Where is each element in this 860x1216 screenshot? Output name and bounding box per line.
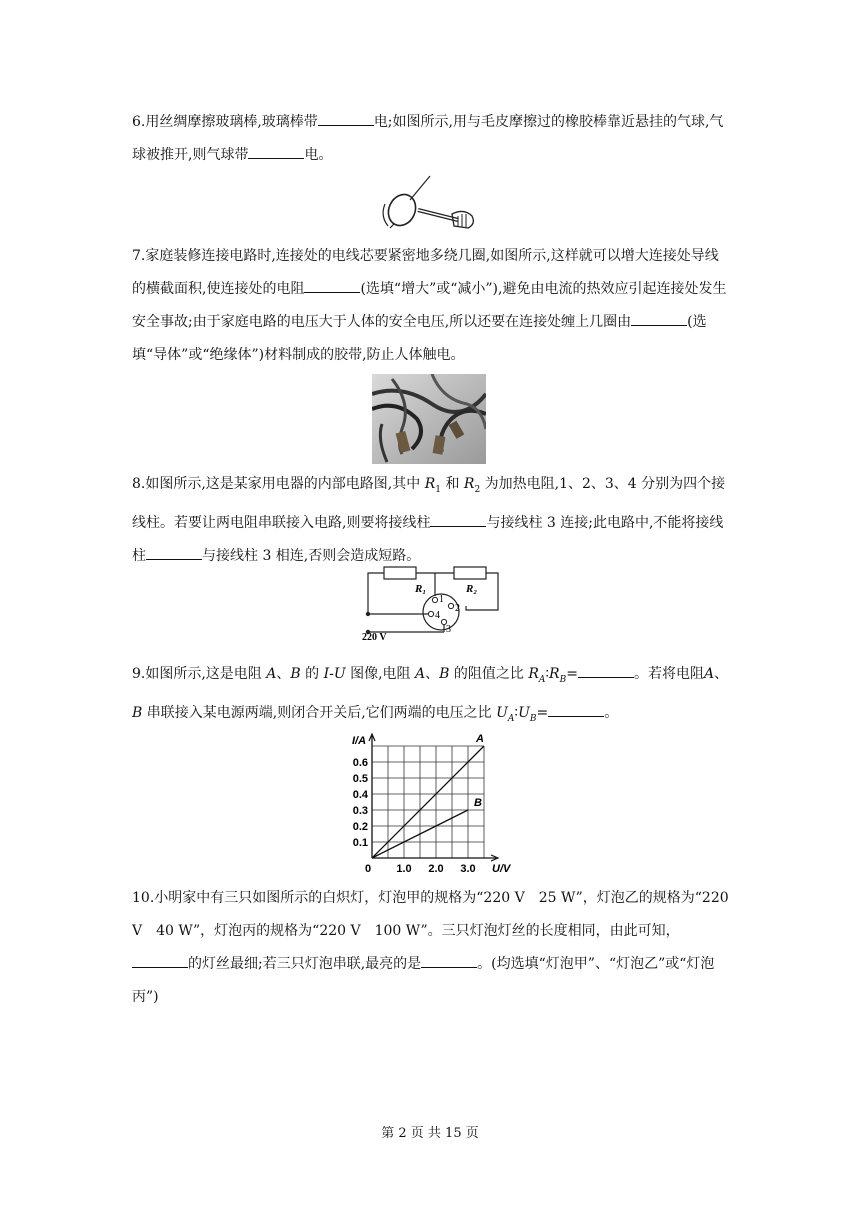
q8-blank-2[interactable] — [146, 545, 202, 560]
x-tick-label: 0 — [364, 863, 372, 872]
question-9 — [132, 658, 732, 736]
q9-b-1: B — [290, 666, 301, 682]
q9-text-g: 串联接入某电源两端,则闭合开关后,它们两端的电压之比 — [146, 704, 492, 721]
balloon-rod-figure — [378, 174, 482, 232]
x-axis-label: U/V — [492, 863, 511, 872]
q9-sep-3: 、 — [714, 666, 729, 682]
q9-a-3: A — [703, 666, 715, 682]
q9-iu: I-U — [323, 666, 346, 682]
q10-text-a: 10.小明家中有三只如图所示的白炽灯，灯泡甲的规格为“220 V 25 W”，灯泡乙的规格为“220 V 40 W”，灯泡丙的规格为“220 V 100 W”。三只灯泡灯丝的长度相同，由此可知， — [132, 890, 729, 939]
question-7 — [132, 240, 732, 372]
q9-rb-sub: B — [559, 674, 567, 685]
q9-text-a: 9.如图所示,这是电阻 — [132, 666, 262, 682]
circuit-diagram — [358, 560, 508, 642]
q10-text-b: 的灯丝最细;若三只灯泡串联,最亮的是 — [188, 956, 422, 972]
series-label-A: A — [476, 733, 484, 745]
q9-eq-2: = — [536, 704, 549, 721]
x-tick-label: 1.0 — [396, 863, 412, 872]
q8-text-c: 与接线柱 3 连接;此电路中,不能将接线柱 — [132, 514, 724, 564]
q9-text-d: 的阻值之比 — [453, 666, 524, 682]
q6-blank-2[interactable] — [248, 144, 304, 159]
q7-text-b: (选填“增大”或“减小”),避免由电流的热效应引起连接处发生安全事故;由于家庭电路的电压大于人体的安全电压,所以还要在连接处缠上几圈由 — [132, 281, 727, 330]
q9-b-3: B — [132, 704, 143, 721]
x-tick-label: 3.0 — [460, 863, 476, 872]
q9-ua-sub: A — [507, 713, 515, 724]
terminal-2-label: 2 — [455, 603, 460, 614]
iu-chart — [338, 730, 514, 872]
terminal-3-label: 3 — [446, 624, 451, 635]
q9-colon-1: ∶ — [545, 666, 550, 682]
q6-text-b: 电;如图所示,用与毛皮摩擦过的橡胶棒靠近悬挂的气球,气球被推开,则气球带 — [132, 114, 724, 163]
y-tick-label: 0.6 — [352, 757, 368, 769]
q8-text-d: 与接线柱 3 相连,否则会造成短路。 — [202, 547, 421, 564]
q9-ub-u: U — [518, 704, 530, 721]
terminal-1-label: 1 — [439, 594, 444, 605]
q7-blank-2[interactable] — [631, 311, 687, 326]
q6-text-c: 电。 — [304, 147, 333, 163]
y-tick-label: 0.3 — [352, 805, 368, 817]
q8-and: 和 — [445, 476, 460, 492]
q9-ra-sub: A — [538, 674, 546, 685]
q8-r-symbol-2: R — [463, 476, 475, 492]
y-axis-label: I/A — [352, 735, 367, 747]
q7-text-c: (选填“导体”或“绝缘体”)材料制成的胶带,防止人体触电。 — [132, 314, 707, 363]
q8-text-a: 8.如图所示,这是某家用电器的内部电路图,其中 — [132, 476, 421, 492]
y-tick-label: 0.5 — [352, 773, 368, 785]
q9-blank-1[interactable] — [578, 663, 634, 678]
q6-blank-1[interactable] — [318, 111, 374, 126]
wire-photo — [372, 374, 486, 464]
y-tick-label: 0.4 — [352, 789, 368, 801]
q9-sep-2: 、 — [425, 666, 440, 682]
q7-text-a: 7.家庭装修连接电路时,连接处的电线芯要紧密地多绕几圈,如图所示,这样就可以增大连接处导线的横截面积,使连接处的电阻 — [132, 248, 719, 297]
x-tick-label: 2.0 — [428, 863, 444, 872]
q8-r2-sub: 2 — [474, 484, 481, 495]
question-8 — [132, 468, 732, 573]
chart-tick-labels — [353, 757, 476, 872]
label-r1: R₁ — [415, 583, 427, 595]
terminal-4-label: 4 — [435, 610, 440, 621]
q8-r-symbol: R — [424, 476, 436, 492]
resistor-r2 — [454, 567, 486, 579]
q9-eq-1: = — [566, 666, 578, 682]
chart-series — [372, 733, 484, 858]
voltage-label: 220 V — [362, 632, 387, 642]
y-tick-label: 0.1 — [352, 837, 368, 849]
q9-text-b: 的 — [305, 666, 320, 682]
page-footer: 第 2 页 共 15 页 — [381, 1126, 479, 1141]
q8-text-b: 为加热电阻,1、2、3、4 分别为四个接线柱。若要让两电阻串联接入电路,则要将接线柱 — [132, 476, 726, 531]
q9-a-1: A — [266, 666, 277, 682]
q7-blank-1[interactable] — [304, 278, 360, 293]
q9-ub-sub: B — [529, 713, 537, 724]
q9-a-2: A — [415, 666, 426, 682]
series-line-A — [372, 746, 484, 858]
question-6 — [132, 106, 732, 172]
q9-ra-r: R — [528, 666, 539, 682]
q10-blank-2[interactable] — [421, 953, 477, 968]
q9-blank-2[interactable] — [548, 702, 604, 717]
q9-b-2: B — [439, 666, 450, 682]
q8-r1-sub: 1 — [435, 484, 441, 495]
q10-blank-1[interactable] — [132, 953, 188, 968]
q9-rb-r: R — [549, 666, 560, 682]
y-tick-label: 0.2 — [352, 821, 368, 833]
q9-text-i: 。 — [604, 704, 619, 721]
q9-text-c: 图像,电阻 — [350, 666, 411, 682]
question-10 — [132, 882, 732, 1014]
q9-colon-2: ∶ — [514, 704, 519, 721]
q9-text-f: 。若将电阻 — [633, 666, 704, 682]
label-r2: R₂ — [466, 583, 478, 595]
chart-axes — [352, 734, 512, 872]
q8-blank-1[interactable] — [430, 512, 486, 527]
q9-ua-u: U — [496, 704, 508, 721]
q9-sep-1: 、 — [276, 666, 291, 682]
q10-text-c: 。(均选填“灯泡甲”、“灯泡乙”或“灯泡丙”) — [132, 956, 715, 1005]
series-label-B: B — [474, 797, 482, 809]
resistor-r1 — [384, 567, 416, 579]
q6-text-a: 6.用丝绸摩擦玻璃棒,玻璃棒带 — [132, 114, 318, 130]
